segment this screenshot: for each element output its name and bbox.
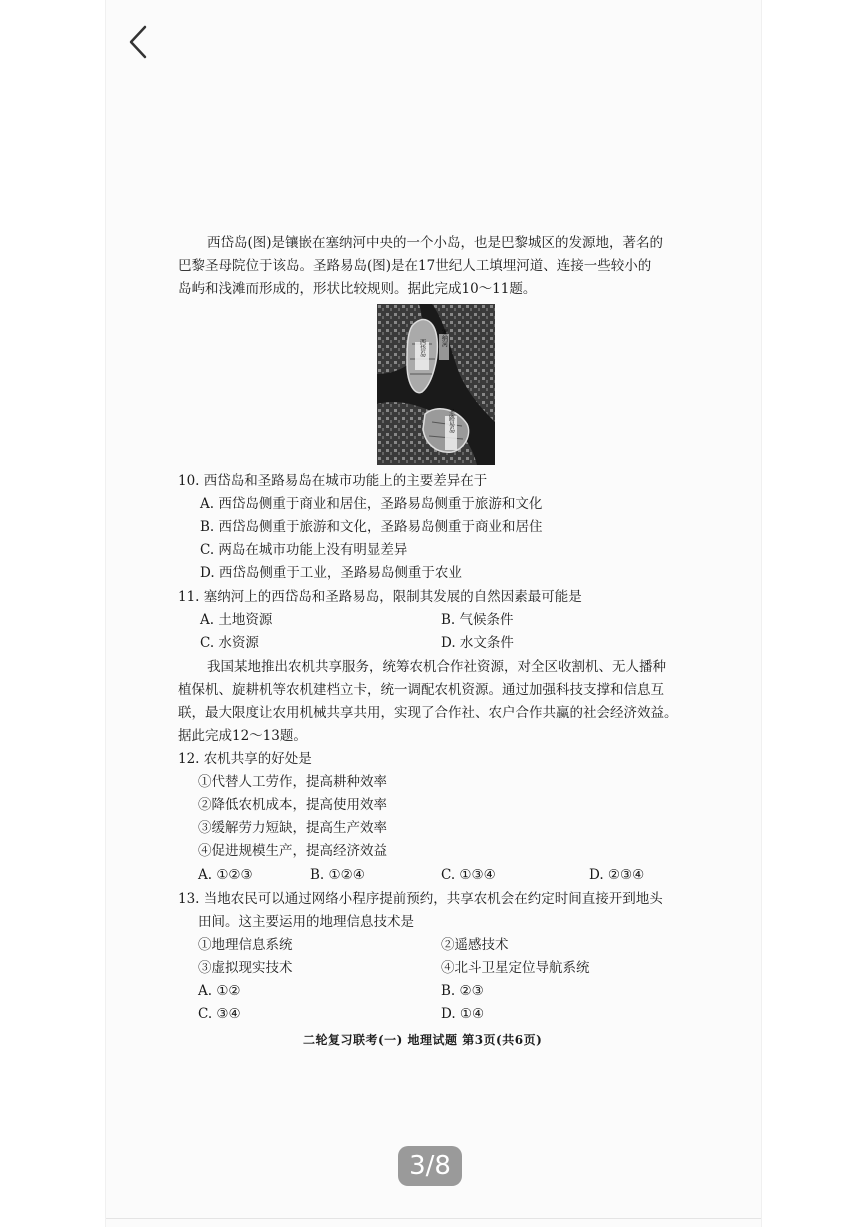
q11-stem: 11. 塞纳河上的西岱岛和圣路易岛，限制其发展的自然因素最可能是 [178, 589, 582, 605]
passage1-line: 西岱岛(图)是镶嵌在塞纳河中央的一个小岛，也是巴黎城区的发源地，著名的 [207, 235, 664, 251]
q13-item: ①地理信息系统 [198, 937, 293, 953]
passage1-line: 岛屿和浅滩而形成的，形状比较规则。据此完成10～11题。 [178, 281, 537, 297]
q12-item: ②降低农机成本，提高使用效率 [198, 797, 387, 813]
q13-option-c: C. ③④ [198, 1006, 241, 1022]
q10-option-b: B. 西岱岛侧重于旅游和文化，圣路易岛侧重于商业和居住 [200, 519, 543, 535]
q12-item: ④促进规模生产，提高经济效益 [198, 843, 387, 859]
island-map-figure [377, 304, 495, 465]
q10-option-d: D. 西岱岛侧重于工业，圣路易岛侧重于农业 [200, 565, 462, 581]
map-label-river: 塞纳河 [440, 329, 448, 347]
divider [106, 1218, 761, 1219]
passage2-line: 我国某地推出农机共享服务，统筹农机合作社资源，对全区收割机、无人播种 [207, 659, 666, 675]
page-indicator: 3/8 [398, 1146, 462, 1186]
back-button[interactable] [118, 22, 158, 62]
q12-item: ③缓解劳力短缺，提高生产效率 [198, 820, 387, 836]
q13-item: ③虚拟现实技术 [198, 960, 293, 976]
q13-option-b: B. ②③ [441, 983, 484, 999]
q13-option-d: D. ①④ [441, 1006, 485, 1022]
q12-option-b: B. ①②④ [310, 867, 365, 883]
q13-item: ④北斗卫星定位导航系统 [441, 960, 590, 976]
page-footer: 二轮复习联考(一) 地理试题 第3页(共6页) [303, 1033, 543, 1047]
map-label-louis: 圣路易岛 [447, 409, 455, 433]
map-label-cite: 西岱岛 [418, 339, 426, 357]
q10-stem: 10. 西岱岛和圣路易岛在城市功能上的主要差异在于 [178, 473, 488, 489]
q13-stem: 13. 当地农民可以通过网络小程序提前预约，共享农机会在约定时间直接开到地头 [178, 891, 663, 907]
passage2-line: 联，最大限度让农用机械共享共用，实现了合作社、农户合作共赢的社会经济效益。 [178, 705, 678, 721]
q10-option-c: C. 两岛在城市功能上没有明显差异 [200, 542, 408, 558]
q11-option-b: B. 气候条件 [441, 612, 514, 628]
q13-stem: 田间。这主要运用的地理信息技术是 [198, 914, 414, 930]
q12-option-a: A. ①②③ [198, 867, 253, 883]
q11-option-d: D. 水文条件 [441, 635, 514, 651]
passage2-line: 据此完成12～13题。 [178, 728, 307, 744]
q12-stem: 12. 农机共享的好处是 [178, 751, 312, 767]
q11-option-c: C. 水资源 [200, 635, 259, 651]
chevron-left-icon [127, 24, 149, 60]
q10-option-a: A. 西岱岛侧重于商业和居住，圣路易岛侧重于旅游和文化 [200, 496, 543, 512]
passage2-line: 植保机、旋耕机等农机建档立卡，统一调配农机资源。通过加强科技支撑和信息互 [178, 682, 664, 698]
q13-item: ②遥感技术 [441, 937, 509, 953]
passage1-line: 巴黎圣母院位于该岛。圣路易岛(图)是在17世纪人工填埋河道、连接一些较小的 [178, 258, 652, 274]
q12-option-c: C. ①③④ [441, 867, 496, 883]
q13-option-a: A. ①② [198, 983, 241, 999]
q12-option-d: D. ②③④ [589, 867, 645, 883]
q11-option-a: A. 土地资源 [200, 612, 273, 628]
q12-item: ①代替人工劳作，提高耕种效率 [198, 774, 387, 790]
